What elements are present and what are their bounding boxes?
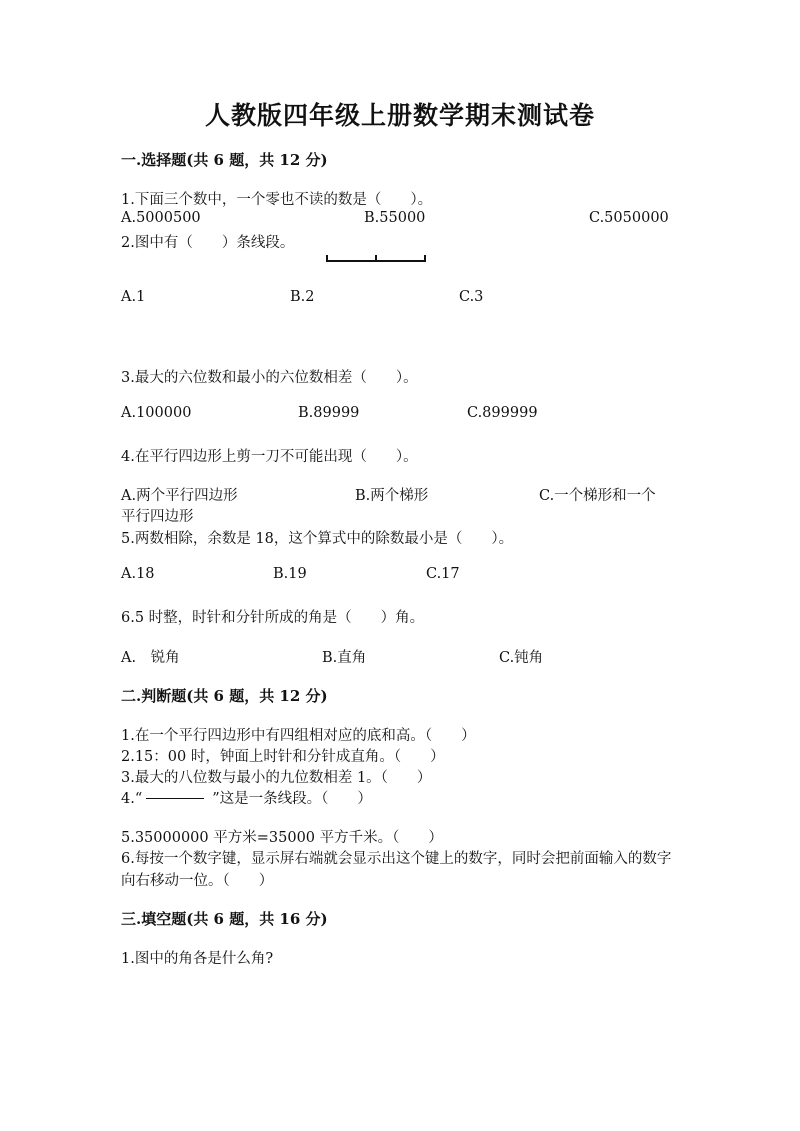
question-text-after: ”这是一条线段。（ ） <box>212 791 372 807</box>
segment-line <box>146 798 204 799</box>
option: C.5050000 <box>589 210 669 226</box>
option: C.3 <box>459 289 484 305</box>
option: A.100000 <box>121 405 192 421</box>
option: A.1 <box>121 289 146 305</box>
question-text <box>121 787 372 808</box>
section-heading-choice: 一.选择题(共 6 题，共 12 分) <box>121 151 328 169</box>
question-text-before: 4.“ <box>121 791 143 807</box>
option: A.5000500 <box>121 210 201 226</box>
option: C.899999 <box>467 405 538 421</box>
question-text: 2.15：00 时，钟面上时针和分针成直角。（ ） <box>121 749 445 765</box>
option-continuation: 平行四边形 <box>121 509 194 525</box>
question-text: 3.最大的六位数和最小的六位数相差（ ）。 <box>121 370 418 386</box>
option: C.钝角 <box>499 650 544 666</box>
question-text: 4.在平行四边形上剪一刀不可能出现（ ）。 <box>121 449 418 465</box>
option: B.两个梯形 <box>355 488 429 504</box>
line-segment-figure <box>326 255 426 262</box>
option: B.55000 <box>364 210 426 226</box>
question-text: 1.在一个平行四边形中有四组相对应的底和高。（ ） <box>121 728 476 744</box>
option: B.直角 <box>322 650 367 666</box>
question-text: 5.两数相除，余数是 18，这个算式中的除数最小是（ ）。 <box>121 531 514 547</box>
question-text: 1.图中的角各是什么角? <box>121 951 274 967</box>
option: B.89999 <box>298 405 360 421</box>
question-text: 3.最大的八位数与最小的九位数相差 1。（ ） <box>121 770 432 786</box>
option: B.2 <box>290 289 315 305</box>
question-text: 6.5 时整，时针和分针所成的角是（ ）角。 <box>121 610 425 626</box>
question-text: 6.每按一个数字键，显示屏右端就会显示出这个键上的数字，同时会把前面输入的数字向右移动一位。（ ） <box>121 851 672 889</box>
option: A.18 <box>121 566 155 582</box>
section-heading-fill-in: 三.填空题(共 6 题，共 16 分) <box>121 910 328 928</box>
option: A.两个平行四边形 <box>121 488 238 504</box>
option: B.19 <box>273 566 307 582</box>
question-text: 1.下面三个数中，一个零也不读的数是（ ）。 <box>121 192 433 208</box>
option: A. 锐角 <box>121 650 180 666</box>
option: C.一个梯形和一个 <box>539 488 656 504</box>
question-text: 2.图中有（ ）条线段。 <box>121 235 295 251</box>
section-heading-judgement: 二.判断题(共 6 题，共 12 分) <box>121 687 328 705</box>
question-text: 5.35000000 平方米=35000 平方千米。（ ） <box>121 830 443 846</box>
option: C.17 <box>426 566 460 582</box>
page-title: 人教版四年级上册数学期末测试卷 <box>204 101 595 130</box>
